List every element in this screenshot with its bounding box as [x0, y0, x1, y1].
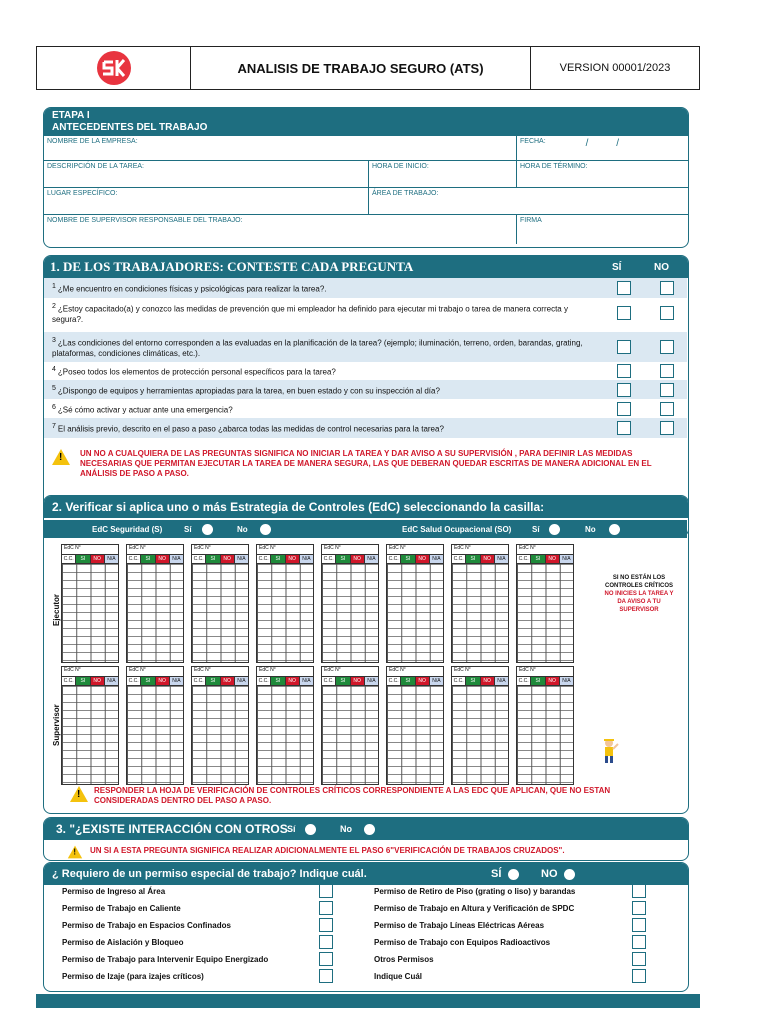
col-si: SI	[271, 677, 285, 685]
col-si: SI	[206, 555, 220, 563]
col-cc: C.C.	[322, 555, 336, 563]
question-row	[44, 362, 687, 380]
edc-grid-header	[517, 555, 573, 564]
hora-inicio-field[interactable]: HORA DE INICIO:	[368, 161, 516, 187]
col-cc: C.C.	[192, 555, 206, 563]
edc-grid-body[interactable]	[192, 686, 248, 784]
edc-number-label: EdC N°	[387, 667, 443, 677]
permit-label: Permiso de Trabajo en Caliente	[62, 904, 181, 913]
edc-grid-body[interactable]	[257, 564, 313, 662]
edc-grid-body[interactable]	[517, 686, 573, 784]
section4-si-label: SÍ	[491, 868, 502, 880]
col-no: NO	[546, 555, 560, 563]
section3-no-radio[interactable]	[364, 824, 375, 835]
col-si: SI	[531, 677, 545, 685]
fecha-field[interactable]	[516, 136, 688, 160]
section4-title: ¿ Requiero de un permiso especial de trabajo? Indique cuál.	[52, 868, 367, 880]
col-no: NO	[91, 677, 105, 685]
question-row	[44, 418, 687, 438]
question-si-checkbox[interactable]	[617, 402, 631, 416]
col-no: NO	[286, 677, 300, 685]
edc-grid-header	[452, 555, 508, 564]
question-row	[44, 278, 687, 298]
col-cc: C.C.	[62, 555, 76, 563]
permit-label: Permiso de Izaje (para izajes críticos)	[62, 972, 204, 981]
edc-so-no-radio[interactable]	[609, 524, 620, 535]
warning-icon	[52, 449, 70, 465]
section4-si-radio[interactable]	[508, 869, 519, 880]
permit-checkbox[interactable]	[632, 935, 646, 949]
permit-label: Permiso de Trabajo en Altura y Verificación de SPDC	[374, 904, 575, 913]
section1-header	[44, 256, 688, 278]
col-si: SI	[141, 677, 155, 685]
edc-so-si-radio[interactable]	[549, 524, 560, 535]
col-na: N/A	[495, 677, 508, 685]
edc-number-label: EdC N°	[517, 545, 573, 555]
edc-grid-header	[127, 555, 183, 564]
col-no: NO	[351, 677, 365, 685]
etapa-title: ETAPA I	[52, 110, 90, 121]
permit-checkbox[interactable]	[319, 935, 333, 949]
permit-label: Permiso de Trabajo para Intervenir Equipo Energizado	[62, 955, 269, 964]
edc-seguridad-si-radio[interactable]	[202, 524, 213, 535]
col-si: SI	[206, 677, 220, 685]
edc-grid-header	[322, 555, 378, 564]
section4-no-radio[interactable]	[564, 869, 575, 880]
supervisor-edc-grid[interactable]	[256, 666, 314, 785]
supervisor-edc-grid[interactable]	[516, 666, 574, 785]
edc-number-label: EdC N°	[257, 545, 313, 555]
col-cc: C.C.	[127, 555, 141, 563]
permit-label: Permiso de Aislación y Bloqueo	[62, 938, 184, 947]
col-no: NO	[91, 555, 105, 563]
question-row	[44, 298, 687, 328]
edc-grid-header	[387, 555, 443, 564]
question-text: ¿Sé cómo activar y actuar ante una emergencia?	[57, 405, 233, 415]
question-no-checkbox[interactable]	[660, 340, 674, 354]
ejecutor-edc-grid[interactable]	[321, 544, 379, 663]
col-cc: C.C.	[257, 677, 271, 685]
edc-seguridad-si-label: Sí	[184, 524, 192, 534]
edc-grid-body[interactable]	[127, 686, 183, 784]
ejecutor-edc-grid[interactable]	[516, 544, 574, 663]
warning-icon	[68, 846, 82, 859]
col-na: N/A	[365, 555, 378, 563]
permit-checkbox[interactable]	[632, 952, 646, 966]
permit-checkbox[interactable]	[319, 969, 333, 983]
permit-label: Permiso de Trabajo en Espacios Confinados	[62, 921, 231, 930]
company-logo	[37, 47, 191, 89]
supervisor-edc-grid[interactable]	[191, 666, 249, 785]
section2-header: 2. Verificar si aplica uno o más Estrategia de Controles (EdC) seleccionando la casilla:	[44, 496, 688, 518]
ejecutor-edc-grid[interactable]	[61, 544, 119, 663]
question-row	[44, 332, 687, 362]
edc-so-label: EdC Salud Ocupacional (SO)	[402, 524, 512, 534]
etapa-section	[43, 107, 689, 248]
permit-label: Otros Permisos	[374, 955, 434, 964]
edc-grid-body[interactable]	[62, 686, 118, 784]
col-no: NO	[221, 555, 235, 563]
descripcion-field[interactable]: DESCRIPCIÓN DE LA TAREA:	[47, 163, 144, 170]
edc-number-label: EdC N°	[192, 545, 248, 555]
worker-figure-icon	[601, 738, 619, 769]
ejecutor-edc-grid[interactable]	[256, 544, 314, 663]
sk-logo-icon	[96, 50, 132, 86]
edc-grid-body[interactable]	[517, 564, 573, 662]
section-permits	[43, 862, 689, 992]
col-cc: C.C.	[452, 677, 466, 685]
edc-grid-body[interactable]	[127, 564, 183, 662]
col-na: N/A	[430, 555, 443, 563]
edc-seguridad-label: EdC Seguridad (S)	[92, 524, 163, 534]
question-row	[44, 399, 687, 418]
col-si: SI	[76, 555, 90, 563]
permit-label: Permiso de Ingreso al Área	[62, 887, 166, 896]
edc-number-label: EdC N°	[322, 667, 378, 677]
col-si: SI	[336, 555, 350, 563]
edc-so-no-label: No	[585, 524, 596, 534]
permit-label: Permiso de Trabajo Líneas Eléctricas Aéreas	[374, 921, 545, 930]
section1-title: 1. DE LOS TRABAJADORES: CONTESTE CADA PREGUNTA	[50, 259, 414, 274]
section3-si-radio[interactable]	[305, 824, 316, 835]
col-cc: C.C.	[387, 555, 401, 563]
permit-checkbox[interactable]	[319, 918, 333, 932]
col-na: N/A	[170, 677, 183, 685]
warning-icon	[70, 786, 88, 802]
col-no: NO	[351, 555, 365, 563]
area-field[interactable]: ÁREA DE TRABAJO:	[368, 188, 688, 214]
edc-number-label: EdC N°	[517, 667, 573, 677]
supervisor-edc-grid[interactable]	[386, 666, 444, 785]
question-si-checkbox[interactable]	[617, 421, 631, 435]
edc-seguridad-no-radio[interactable]	[260, 524, 271, 535]
question-text: ¿Dispongo de equipos y herramientas apropiadas para la tarea, en buen estado y con su inspección al día?	[57, 386, 440, 396]
question-no-checkbox[interactable]	[660, 421, 674, 435]
edc-grid-body[interactable]	[387, 686, 443, 784]
section4-no-label: NO	[541, 868, 558, 880]
edc-grid-body[interactable]	[192, 564, 248, 662]
section3-warning-text: UN SI A ESTA PREGUNTA SIGNIFICA REALIZAR ADICIONALMENTE EL PASO 6"VERIFICACIÓN DE TRABAJOS CRUZADOS".	[90, 846, 565, 855]
edc-grid-header	[192, 555, 248, 564]
col-si: SI	[141, 555, 155, 563]
edc-grid-body[interactable]	[387, 564, 443, 662]
question-text: ¿Estoy capacitado(a) y conozco las medidas de prevención que mi empleador ha definido para ejecutar mi trabajo o tarea de manera correcta y segura?.	[52, 304, 568, 325]
edc-grid-header	[387, 677, 443, 686]
col-na: N/A	[235, 677, 248, 685]
edc-grid-header	[127, 677, 183, 686]
edc-number-label: EdC N°	[452, 667, 508, 677]
edc-selector-bar	[44, 520, 687, 538]
col-si: SI	[401, 677, 415, 685]
col-no: NO	[221, 677, 235, 685]
col-si: SI	[76, 677, 90, 685]
col-no: NO	[416, 677, 430, 685]
edc-number-label: EdC N°	[62, 545, 118, 555]
question-no-checkbox[interactable]	[660, 364, 674, 378]
section3-title: 3. "¿EXISTE INTERACCIÓN CON OTROS	[56, 822, 288, 836]
form-header	[36, 46, 700, 90]
permit-label: Permiso de Trabajo con Equipos Radioactivos	[374, 938, 551, 947]
edc-grid-header	[62, 677, 118, 686]
permit-checkbox[interactable]	[319, 884, 333, 898]
col-na: N/A	[105, 555, 118, 563]
col-na: N/A	[170, 555, 183, 563]
edc-grid-header	[452, 677, 508, 686]
col-no: NO	[416, 555, 430, 563]
edc-number-label: EdC N°	[322, 545, 378, 555]
question-text: El análisis previo, descrito en el paso a paso ¿abarca todas las medidas de control necesarias para la tarea?	[57, 424, 444, 434]
section2-warning	[70, 786, 670, 806]
col-si: SI	[271, 555, 285, 563]
col-cc: C.C.	[517, 677, 531, 685]
col-no: NO	[546, 677, 560, 685]
col-cc: C.C.	[517, 555, 531, 563]
question-number: 2	[52, 302, 56, 310]
col-na: N/A	[300, 555, 313, 563]
col-si: SI	[531, 555, 545, 563]
edc-grid-header	[257, 555, 313, 564]
critical-controls-note-black: SI NO ESTÁN LOS CONTROLES CRÍTICOS	[604, 575, 673, 589]
section4-header	[44, 863, 688, 885]
supervisor-field[interactable]: NOMBRE DE SUPERVISOR RESPONSABLE DEL TRABAJO:	[47, 217, 243, 224]
firma-field[interactable]: FIRMA	[516, 215, 688, 244]
permit-checkbox[interactable]	[632, 918, 646, 932]
permit-checkbox[interactable]	[632, 884, 646, 898]
col-na: N/A	[300, 677, 313, 685]
col-si: SI	[401, 555, 415, 563]
supervisor-row-label: Supervisor	[52, 704, 61, 746]
question-si-checkbox[interactable]	[617, 364, 631, 378]
edc-grid-header	[322, 677, 378, 686]
col-cc: C.C.	[387, 677, 401, 685]
question-no-checkbox[interactable]	[660, 306, 674, 320]
edc-grid-header	[257, 677, 313, 686]
critical-controls-note-red: NO INICIES LA TAREA Y DA AVISO A TU SUPERVISOR	[604, 591, 674, 613]
section3-si-label: Sí	[287, 824, 296, 834]
question-si-checkbox[interactable]	[617, 340, 631, 354]
ejecutor-edc-grid[interactable]	[451, 544, 509, 663]
footer-band	[36, 994, 700, 1008]
col-no: NO	[481, 677, 495, 685]
col-na: N/A	[560, 555, 573, 563]
etapa-header	[44, 108, 688, 136]
edc-grid-body[interactable]	[452, 564, 508, 662]
permit-checkbox[interactable]	[319, 901, 333, 915]
permit-checkbox[interactable]	[632, 969, 646, 983]
question-si-checkbox[interactable]	[617, 383, 631, 397]
ejecutor-edc-grid[interactable]	[191, 544, 249, 663]
col-na: N/A	[495, 555, 508, 563]
section1-warning-text: UN NO A CUALQUIERA DE LAS PREGUNTAS SIGNIFICA NO INICIAR LA TAREA Y DAR AVISO A SU SUPERVISIÓN , PARA DEFINIR LAS MEDIDAS NECESARIAS QUE PERMITAN EJECUTAR LA TAREA DE MANERA SEGURA, LAS QUE DEBERAN QUEDAR ESCRITAS DE MANERA ADICIONAL EN EL ANÁLISIS DE PASO A PASO.	[80, 449, 652, 478]
ejecutor-edc-grid[interactable]	[126, 544, 184, 663]
section1-warning	[52, 449, 672, 479]
col-no: NO	[481, 555, 495, 563]
supervisor-edc-grid[interactable]	[61, 666, 119, 785]
col-cc: C.C.	[452, 555, 466, 563]
edc-grid-header	[517, 677, 573, 686]
question-no-checkbox[interactable]	[660, 402, 674, 416]
hora-termino-field[interactable]: HORA DE TÉRMINO:	[516, 161, 688, 187]
section3-header	[44, 818, 688, 840]
edc-grid-body[interactable]	[322, 686, 378, 784]
section-interaction	[43, 817, 689, 861]
question-text: ¿Las condiciones del entorno corresponden a las evaluadas en la planificación de la tarea? (ejemplo; iluminación, terreno, orden, barandas, grating, plataformas, condiciones climáticas, etc.).	[52, 338, 583, 359]
question-si-checkbox[interactable]	[617, 281, 631, 295]
edc-number-label: EdC N°	[127, 667, 183, 677]
section3-no-label: No	[340, 824, 352, 834]
question-si-checkbox[interactable]	[617, 306, 631, 320]
edc-grid-header	[62, 555, 118, 564]
edc-seguridad-no-label: No	[237, 524, 248, 534]
empresa-field[interactable]: NOMBRE DE LA EMPRESA:	[47, 138, 138, 145]
col-cc: C.C.	[127, 677, 141, 685]
edc-grid-body[interactable]	[452, 686, 508, 784]
col-si: SI	[466, 555, 480, 563]
critical-controls-note	[604, 574, 674, 614]
lugar-field[interactable]: LUGAR ESPECÍFICO:	[47, 190, 118, 197]
question-number: 6	[52, 403, 56, 411]
question-number: 5	[52, 384, 56, 392]
question-number: 1	[52, 283, 56, 291]
edc-number-label: EdC N°	[127, 545, 183, 555]
col-no: NO	[156, 677, 170, 685]
fecha-label: FECHA:	[520, 138, 546, 145]
permit-checkbox[interactable]	[319, 952, 333, 966]
question-number: 4	[52, 366, 56, 374]
col-no: NO	[286, 555, 300, 563]
col-na: N/A	[430, 677, 443, 685]
section2-warning-text: RESPONDER LA HOJA DE VERIFICACIÓN DE CONTROLES CRÍTICOS CORRESPONDIENTE A LAS EDC QUE APLICAN, QUE NO ESTAN CONSIDERADAS DENTRO DEL PASO A PASO.	[94, 786, 611, 805]
section3-warning	[66, 844, 666, 860]
ejecutor-label: Ejecutor	[52, 593, 61, 626]
col-no: NO	[156, 555, 170, 563]
question-text: ¿Poseo todos los elementos de protección personal específicos para la tarea?	[57, 367, 336, 377]
ejecutor-edc-grid[interactable]	[386, 544, 444, 663]
edc-so-si-label: Sí	[532, 524, 540, 534]
edc-grid-body[interactable]	[322, 564, 378, 662]
question-number: 3	[52, 336, 56, 344]
supervisor-edc-grid[interactable]	[126, 666, 184, 785]
question-text: ¿Me encuentro en condiciones físicas y psicológicas para realizar la tarea?.	[57, 284, 327, 294]
permit-label: Indique Cuál	[374, 972, 422, 981]
col-cc: C.C.	[257, 555, 271, 563]
section-controls	[43, 495, 689, 814]
supervisor-edc-grid[interactable]	[451, 666, 509, 785]
etapa-subtitle: ANTECEDENTES DEL TRABAJO	[52, 122, 208, 133]
permit-label: Permiso de Retiro de Piso (grating o liso) y barandas	[374, 887, 576, 896]
col-cc: C.C.	[192, 677, 206, 685]
col-si: SI	[466, 677, 480, 685]
edc-number-label: EdC N°	[387, 545, 443, 555]
question-no-checkbox[interactable]	[660, 281, 674, 295]
supervisor-edc-grid[interactable]	[321, 666, 379, 785]
col-si: SI	[336, 677, 350, 685]
edc-grid-body[interactable]	[257, 686, 313, 784]
no-column-label: NO	[654, 261, 669, 273]
col-na: N/A	[235, 555, 248, 563]
edc-grid-body[interactable]	[62, 564, 118, 662]
question-no-checkbox[interactable]	[660, 383, 674, 397]
permit-checkbox[interactable]	[632, 901, 646, 915]
question-number: 7	[52, 423, 56, 431]
edc-number-label: EdC N°	[62, 667, 118, 677]
edc-number-label: EdC N°	[257, 667, 313, 677]
ats-form	[36, 46, 700, 1008]
edc-number-label: EdC N°	[192, 667, 248, 677]
edc-grid-header	[192, 677, 248, 686]
edc-number-label: EdC N°	[452, 545, 508, 555]
form-version: VERSION 00001/2023	[559, 62, 671, 74]
col-cc: C.C.	[322, 677, 336, 685]
col-na: N/A	[365, 677, 378, 685]
fecha-separator: / /	[585, 138, 620, 149]
form-title: ANALISIS DE TRABAJO SEGURO (ATS)	[191, 47, 531, 89]
question-row	[44, 380, 687, 399]
col-na: N/A	[105, 677, 118, 685]
col-cc: C.C.	[62, 677, 76, 685]
si-column-label: SÍ	[612, 261, 622, 273]
col-na: N/A	[560, 677, 573, 685]
